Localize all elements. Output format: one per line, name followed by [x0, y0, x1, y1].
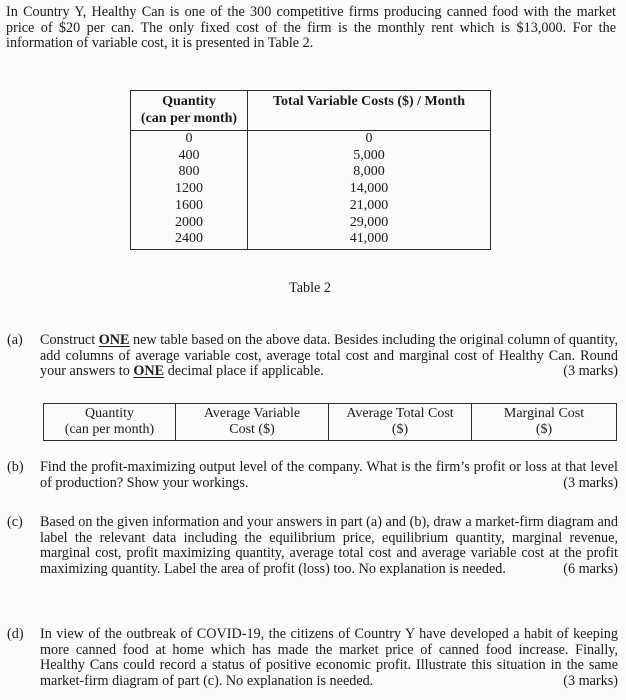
header-quantity-line1: Quantity [162, 94, 216, 109]
cell-quantity: 2000 [131, 215, 248, 232]
question-b-text [40, 460, 618, 491]
table-row [131, 148, 491, 165]
question-c-body: Based on the given information and your answers in part (a) and (b), draw a market-firm diagram and label the relevant data including the equilibrium price, equilibrium quantity, marginal revenue, marginal cost, profit maximizing quantity, average total cost and average variable cost at the profit maximizing quantity. Label the area of profit (loss) too. No explanation is needed. [40, 514, 618, 577]
question-a-label: (a) [7, 332, 23, 348]
table-row [131, 181, 491, 198]
question-a-text-part3: decimal place if applicable. [164, 363, 324, 380]
question-b-marks: (3 marks) [563, 474, 618, 491]
table-row [131, 198, 491, 215]
question-d-marks: (3 marks) [563, 672, 618, 689]
question-d-label: (d) [7, 626, 24, 642]
cell-tvc: 8,000 [248, 164, 491, 181]
col-mc [472, 404, 617, 441]
question-c-label: (c) [7, 514, 23, 530]
cell-quantity: 1600 [131, 198, 248, 215]
cell-tvc: 29,000 [248, 215, 491, 232]
table-row [131, 131, 491, 148]
cell-quantity: 2400 [131, 231, 248, 249]
table-row [131, 164, 491, 181]
header-quantity-line2: (can per month) [140, 111, 238, 126]
col-quantity-line1: Quantity [85, 406, 134, 421]
col-mc-line2: ($) [535, 422, 553, 437]
cell-quantity: 0 [131, 131, 248, 148]
table-row [131, 231, 491, 249]
col-quantity-line2: (can per month) [64, 422, 155, 437]
col-quantity [44, 404, 176, 441]
answer-table-template [43, 403, 617, 441]
cell-tvc: 41,000 [248, 231, 491, 249]
question-c-text [40, 515, 618, 577]
answer-table-header-row [44, 404, 617, 441]
question-d-body: In view of the outbreak of COVID-19, the citizens of Country Y have developed a habit of keeping more canned food at home which has made the market price of canned food increase. Finally, Healthy Cans could record a status of positive economic profit. Illustrate this situation in the same market-firm diagram of part (c). No explanation is needed. [40, 626, 618, 689]
table-2-header-row [131, 91, 491, 131]
question-a-text [40, 333, 618, 380]
question-c-marks: (6 marks) [563, 560, 618, 577]
col-avc-line2: Cost ($) [229, 422, 275, 437]
question-b-label: (b) [7, 459, 24, 475]
col-mc-line1: Marginal Cost [503, 406, 585, 421]
question-b-body: Find the profit-maximizing output level of the company. What is the firm’s profit or loss at that level of production? Show your workings. [40, 459, 618, 491]
cell-quantity: 1200 [131, 181, 248, 198]
col-atc-line1: Average Total Cost [346, 406, 454, 421]
cell-quantity: 400 [131, 148, 248, 165]
cell-quantity: 800 [131, 164, 248, 181]
table-row [131, 215, 491, 232]
col-atc-line2: ($) [391, 422, 409, 437]
intro-paragraph: In Country Y, Healthy Can is one of the 300 competitive firms producing canned food with the market price of $20 per can. The only fixed cost of the firm is the monthly rent which is $13,000. For the information of variable cost, it is presented in Table 2. [6, 4, 616, 52]
question-a-text-part2: new table based on the above data. Besides including the original column of quantity, add columns of average variable cost, average total cost and marginal cost of Healthy Can. Round your answers to [40, 332, 619, 380]
cell-tvc: 5,000 [248, 148, 491, 165]
question-a-emphasis-one: ONE [98, 332, 130, 348]
cell-tvc: 21,000 [248, 198, 491, 215]
header-tvc: Total Variable Costs ($) / Month [248, 91, 491, 131]
col-atc [329, 404, 472, 441]
question-a-emphasis-two: ONE [133, 363, 165, 380]
question-d-text [40, 627, 618, 689]
question-a-marks: (3 marks) [563, 363, 618, 380]
cell-tvc: 0 [248, 131, 491, 148]
table-2-caption: Table 2 [289, 280, 331, 296]
cell-tvc: 14,000 [248, 181, 491, 198]
col-avc-line1: Average Variable [203, 406, 301, 421]
question-a-text-part1: Construct [40, 332, 99, 348]
header-quantity [131, 91, 248, 131]
col-avc [176, 404, 329, 441]
table-2 [130, 90, 491, 250]
